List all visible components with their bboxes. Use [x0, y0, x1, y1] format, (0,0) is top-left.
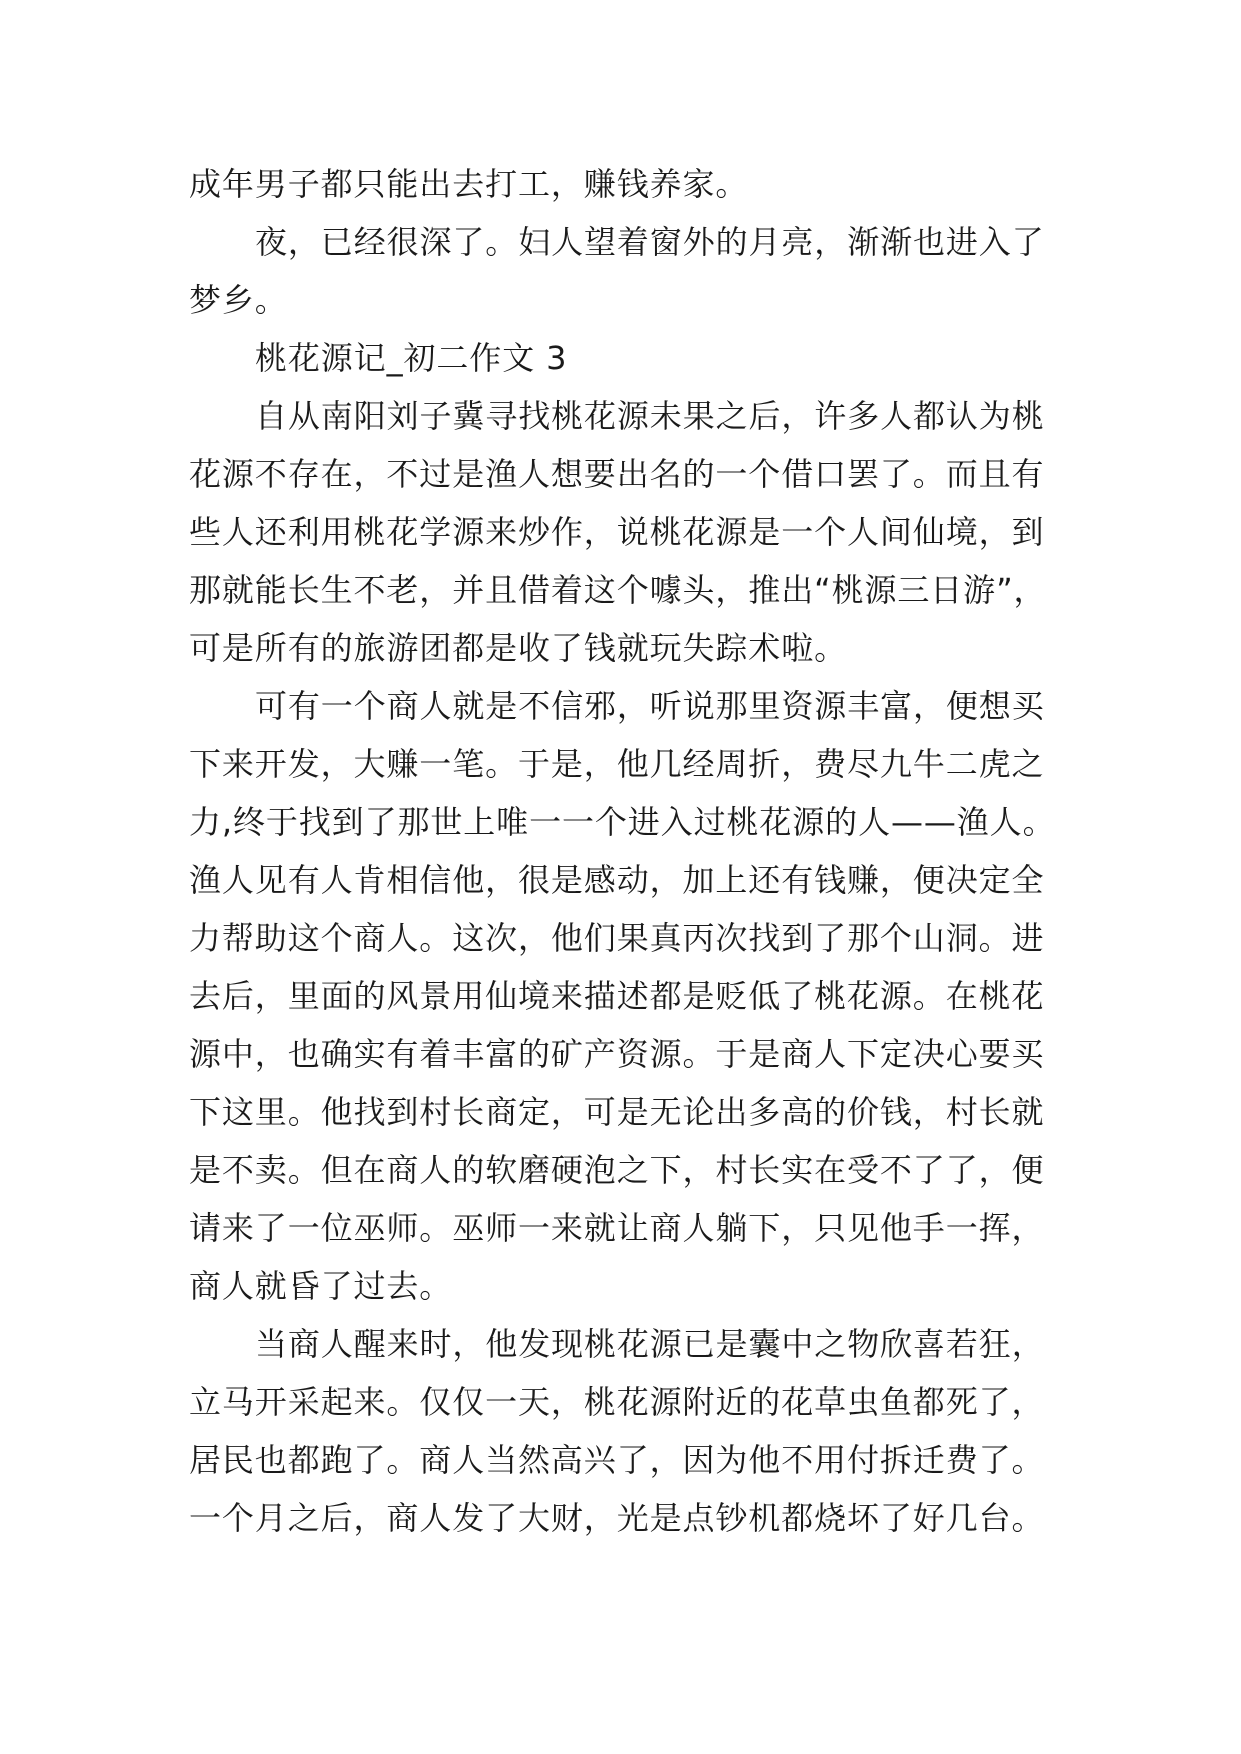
text-line: 当商人醒来时，他发现桃花源已是囊中之物欣喜若狂， [255, 1325, 1045, 1363]
text-line: 夜，已经很深了。妇人望着窗外的月亮，渐渐也进入了 [255, 223, 1045, 261]
text-line: 立马开采起来。仅仅一天，桃花源附近的花草虫鱼都死了， [189, 1383, 1045, 1421]
text-line: 请来了一位巫师。巫师一来就让商人躺下，只见他手一挥， [189, 1209, 1045, 1247]
text-line: 去后，里面的风景用仙境来描述都是贬低了桃花源。在桃花 [189, 977, 1045, 1015]
text-line: 些人还利用桃花学源来炒作，说桃花源是一个人间仙境，到 [189, 513, 1045, 551]
text-line: 商人就昏了过去。 [189, 1267, 453, 1305]
text-line: 下来开发，大赚一笔。于是，他几经周折，费尽九牛二虎之 [189, 745, 1045, 783]
document-body [189, 155, 1065, 1547]
text-line: 力帮助这个商人。这次，他们果真丙次找到了那个山洞。进 [189, 919, 1045, 957]
text-line: 居民也都跑了。商人当然高兴了，因为他不用付拆迁费了。 [189, 1441, 1045, 1479]
text-line: 力,终于找到了那世上唯一一个进入过桃花源的人——渔人。 [189, 803, 1056, 841]
text-line: 那就能长生不老，并且借着这个噱头，推出“桃源三日游”， [189, 571, 1047, 609]
text-line: 自从南阳刘子冀寻找桃花源未果之后，许多人都认为桃 [255, 397, 1045, 435]
section-title: 桃花源记_初二作文 3 [255, 339, 568, 377]
text-line: 是不卖。但在商人的软磨硬泡之下，村长实在受不了了，便 [189, 1151, 1045, 1189]
text-line: 可有一个商人就是不信邪，听说那里资源丰富，便想买 [255, 687, 1045, 725]
text-line: 花源不存在，不过是渔人想要出名的一个借口罢了。而且有 [189, 455, 1045, 493]
text-line: 可是所有的旅游团都是收了钱就玩失踪术啦。 [189, 629, 848, 667]
text-line: 一个月之后，商人发了大财，光是点钞机都烧坏了好几台。 [189, 1499, 1045, 1537]
text-line: 源中，也确实有着丰富的矿产资源。于是商人下定决心要买 [189, 1035, 1045, 1073]
text-line: 渔人见有人肯相信他，很是感动，加上还有钱赚，便决定全 [189, 861, 1045, 899]
text-line: 成年男子都只能出去打工，赚钱养家。 [189, 165, 749, 203]
text-line: 下这里。他找到村长商定，可是无论出多高的价钱，村长就 [189, 1093, 1045, 1131]
text-line: 梦乡。 [189, 281, 288, 319]
